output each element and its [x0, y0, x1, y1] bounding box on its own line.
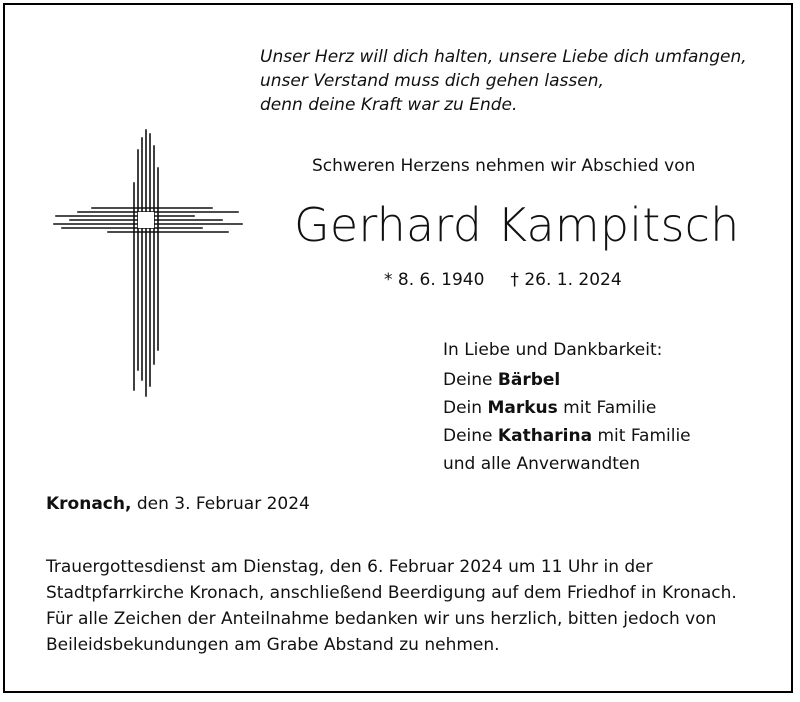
mourners-block: [443, 336, 691, 478]
death-date: † 26. 1. 2024: [510, 270, 622, 290]
motto-line: denn deine Kraft war zu Ende.: [260, 95, 518, 115]
mourner-entry: [443, 394, 691, 422]
place-and-date: [46, 494, 310, 514]
notice-line: Für alle Zeichen der Anteilnahme bedanken wir uns herzlich, bitten jedoch von: [46, 609, 717, 629]
place-city: Kronach,: [46, 494, 132, 514]
deceased-name: Gerhard Kampitsch: [294, 198, 740, 252]
mourners-closing: und alle Anverwandten: [443, 454, 641, 474]
mourner-prefix: Deine: [443, 370, 498, 390]
mourner-suffix: mit Familie: [557, 398, 657, 418]
motto-line: Unser Herz will dich halten, unsere Liebe dich umfangen,: [260, 47, 747, 67]
intro-text: Schweren Herzens nehmen wir Abschied von: [312, 156, 696, 176]
motto-verse: [260, 45, 747, 117]
mourners-heading: In Liebe und Dankbarkeit:: [443, 340, 663, 360]
mourner-name: Bärbel: [497, 370, 561, 390]
mourner-prefix: Deine: [443, 426, 498, 446]
mourner-entry: [443, 422, 691, 450]
life-dates: [384, 270, 622, 290]
notice-line: Trauergottesdienst am Dienstag, den 6. Februar 2024 um 11 Uhr in der: [46, 557, 653, 577]
place-date: den 3. Februar 2024: [131, 494, 310, 514]
notice-line: Beileidsbekundungen am Grabe Abstand zu nehmen.: [46, 635, 500, 655]
mourner-entry: [443, 366, 691, 394]
mourner-suffix: mit Familie: [592, 426, 691, 446]
birth-date: * 8. 6. 1940: [384, 270, 485, 290]
motto-line: unser Verstand muss dich gehen lassen,: [260, 71, 604, 91]
notice-line: Stadtpfarrkirche Kronach, anschließend Beerdigung auf dem Friedhof in Kronach.: [46, 583, 737, 603]
mourner-name: Markus: [487, 398, 558, 418]
mourner-name: Katharina: [497, 426, 593, 446]
cross-icon: [52, 128, 244, 398]
funeral-notice: [46, 554, 737, 658]
mourner-prefix: Dein: [443, 398, 488, 418]
